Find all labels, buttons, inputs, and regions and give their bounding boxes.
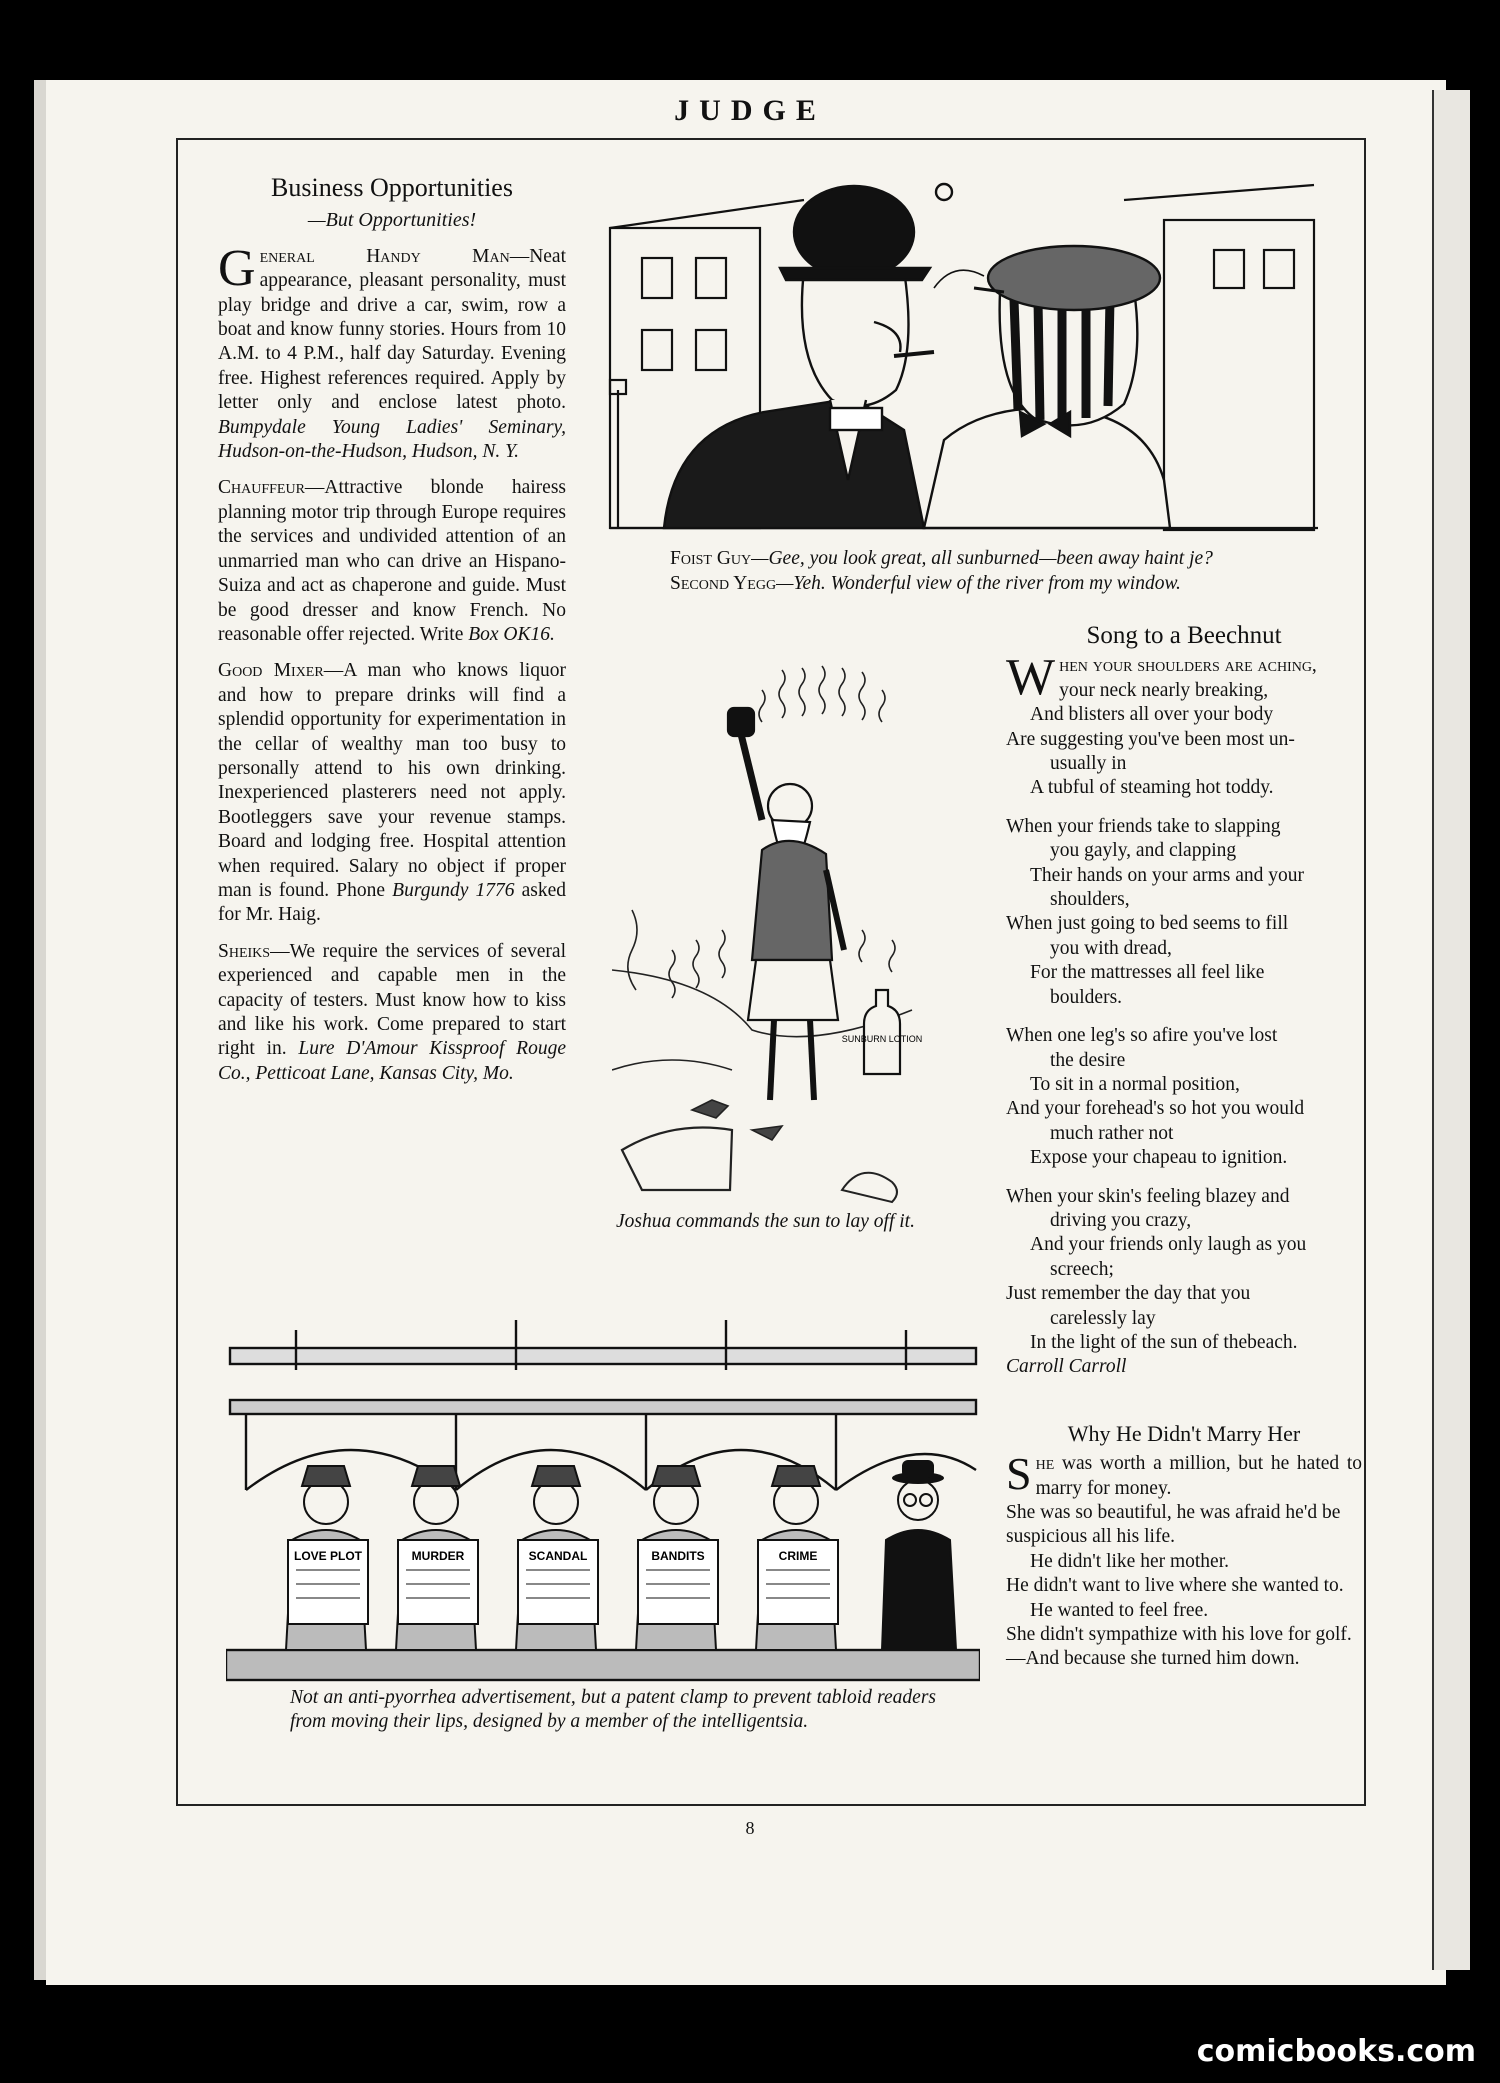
ad-lead: eneral Handy Man xyxy=(259,245,510,267)
song-line: And your forehead's so hot you would xyxy=(1006,1098,1305,1120)
drop-cap: S xyxy=(1006,1448,1032,1500)
business-column xyxy=(218,173,567,1098)
newspaper-headline: BANDITS xyxy=(651,1549,705,1563)
joshua-caption: Joshua commands the sun to lay off it. xyxy=(616,1211,915,1232)
ad-lead: Good Mixer xyxy=(218,660,324,682)
song-line: screech; xyxy=(1050,1258,1114,1280)
song-line: much rather not xyxy=(1050,1122,1174,1144)
song-line: In the light of the sun of thebeach. xyxy=(1030,1331,1298,1353)
marry-line: was worth a million, but he hated to marry for money. xyxy=(1035,1453,1362,1499)
page-edge-right xyxy=(1432,90,1470,1970)
ad-address: Lure D'Amour Kissproof Rouge Co., Petticoat Lane, Kansas City, Mo. xyxy=(218,1038,566,1084)
business-title: Business Opportunities xyxy=(271,173,513,202)
reader-figure xyxy=(286,1466,368,1650)
song-line: For the mattresses all feel like xyxy=(1030,962,1265,984)
marry-line: He didn't like her mother. xyxy=(1030,1550,1230,1572)
marry-line: She was so beautiful, he was afraid he'd be suspicious all his life. xyxy=(1006,1502,1341,1548)
stanza-gap xyxy=(1006,1171,1362,1185)
newspaper-headline: SCANDAL xyxy=(528,1549,588,1563)
song-line: A tubful of steaming hot toddy. xyxy=(1030,777,1274,799)
caption-line-2 xyxy=(670,571,1330,596)
reader-figure xyxy=(636,1466,718,1650)
song-line: you gayly, and clapping xyxy=(1050,840,1237,862)
marry-line: He wanted to feel free. xyxy=(1030,1599,1209,1621)
marry-line: She didn't sympathize with his love for golf. xyxy=(1006,1624,1352,1646)
cartoon-subway xyxy=(226,1320,980,1684)
ad-handy-man xyxy=(218,239,566,465)
song-line: you with dread, xyxy=(1050,937,1172,959)
song-line: boulders. xyxy=(1050,986,1123,1008)
song-line: And your friends only laugh as you xyxy=(1030,1234,1307,1256)
song-line: Just remember the day that you xyxy=(1006,1283,1251,1305)
joshua-illustration xyxy=(612,650,972,1210)
song-line: your neck nearly breaking, xyxy=(1059,679,1269,701)
ad-chauffeur xyxy=(218,476,566,647)
song-line: the desire xyxy=(1050,1049,1126,1071)
business-subtitle: —But Opportunities! xyxy=(307,209,477,232)
ad-sheiks xyxy=(218,940,566,1086)
song-signature: Carroll Carroll xyxy=(1006,1356,1127,1378)
yeggs-illustration xyxy=(604,180,1324,540)
song-line: Expose your chapeau to ignition. xyxy=(1030,1147,1288,1169)
ad-body: —Attractive blonde hairess planning motor trip through Europe requires the services and undivided attention of an unmarried man who can drive an Hispano-Suiza and act as chaperone and guide. Must be good dresser and know French. No reasonable offer rejected. Write xyxy=(218,477,566,645)
joshua-bottle-label: SUNBURN LOTION xyxy=(841,1034,923,1044)
marry-first-line xyxy=(1006,1448,1362,1501)
newspaper-headline: CRIME xyxy=(778,1549,818,1563)
ad-lead: Chauffeur xyxy=(218,477,305,499)
marry-lead: he xyxy=(1035,1453,1055,1475)
marry-title: Why He Didn't Marry Her xyxy=(1067,1420,1301,1446)
song-title: Song to a Beechnut xyxy=(1086,622,1282,649)
dialogue-2: —Yeh. Wonderful view of the river from my window. xyxy=(776,573,1181,594)
yeggs-caption xyxy=(670,546,1330,596)
ad-good-mixer xyxy=(218,659,566,927)
song-line: shoulders, xyxy=(1050,889,1130,911)
subway-readers xyxy=(286,1460,956,1650)
ad-after: asked for Mr. Haig. xyxy=(218,879,567,926)
song-stanzas xyxy=(1006,679,1362,1356)
song-line: usually in xyxy=(1050,753,1127,775)
ad-body: —Neat appearance, pleasant personality, must play bridge and drive a car, swim, row a boat and know funny stories. Hours from 10 A.M. to 4 P.M., half day Saturday. Evening free. Highest references required. Apply by letter only and enclose latest photo. xyxy=(218,245,566,414)
song-line: To sit in a normal position, xyxy=(1030,1073,1240,1095)
reader-figure xyxy=(516,1466,598,1650)
ad-lead: Sheiks xyxy=(218,940,271,962)
song-line: carelessly lay xyxy=(1050,1307,1156,1329)
song-line: driving you crazy, xyxy=(1050,1209,1192,1231)
drop-cap: W xyxy=(1006,649,1056,707)
ad-body: —A man who knows liquor and how to prepare drinks will find a splendid opportunity for experimentation in the cellar of wealthy man too busy to personally attend to his own drinking. Inexperienced plasterers need not apply. Bootleggers save your revenue stamps. Board and lodging free. Hospital attention when required. Salary no object if proper man is found. Phone xyxy=(218,660,566,901)
dialogue-1: —Gee, you look great, all sunburned—been away haint je? xyxy=(751,548,1213,569)
speaker-1: Foist Guy xyxy=(670,548,752,569)
ad-phone: Burgundy 1776 xyxy=(392,879,515,901)
stanza-gap xyxy=(1006,801,1362,815)
marry-line: —And because she turned him down. xyxy=(1006,1648,1300,1670)
cartoon-joshua xyxy=(612,650,972,1210)
song-column xyxy=(1006,624,1362,1672)
song-first-text: hen your shoulders are aching, xyxy=(1059,655,1317,677)
song-line: Are suggesting you've been most un- xyxy=(1006,728,1295,750)
speaker-2: Second Yegg xyxy=(670,573,777,594)
ad-body: —We require the services of several experienced and capable men in the capacity of testers. Must know how to kiss and like his work. Come prepared to start right in. xyxy=(218,940,566,1060)
page-number: 8 xyxy=(745,1818,755,1838)
stanza-gap xyxy=(1006,1010,1362,1024)
subway-illustration xyxy=(226,1320,980,1684)
ad-address: Bumpydale Young Ladies' Seminary, Hudson-on-the-Hudson, Hudson, N. Y. xyxy=(218,416,566,463)
song-line: Their hands on your arms and your xyxy=(1030,864,1305,886)
drop-cap: G xyxy=(218,239,256,297)
song-line: When one leg's so afire you've lost xyxy=(1006,1025,1278,1047)
subway-caption: Not an anti-pyorrhea advertisement, but a patent clamp to prevent tabloid readers from moving their lips, designed by a member of the intelligentsia. xyxy=(290,1687,936,1732)
song-line: When your friends take to slapping xyxy=(1006,815,1281,837)
song-line: When just going to bed seems to fill xyxy=(1006,913,1289,935)
reader-figure xyxy=(396,1466,478,1650)
song-line: And blisters all over your body xyxy=(1030,704,1274,726)
newspaper-headline: MURDER xyxy=(411,1549,465,1563)
reader-figure xyxy=(756,1466,838,1650)
caption-line-1 xyxy=(670,546,1330,571)
newspaper-headline: LOVE PLOT xyxy=(293,1549,363,1563)
song-line: When your skin's feeling blazey and xyxy=(1006,1185,1290,1207)
marry-line: He didn't want to live where she wanted to. xyxy=(1006,1575,1344,1597)
watermark: comicbooks.com xyxy=(1196,2034,1476,2069)
intelligentsia-figure xyxy=(882,1460,956,1650)
cartoon-yeggs xyxy=(604,180,1324,540)
ad-address: Box OK16. xyxy=(468,623,555,645)
running-head: JUDGE xyxy=(674,94,826,127)
